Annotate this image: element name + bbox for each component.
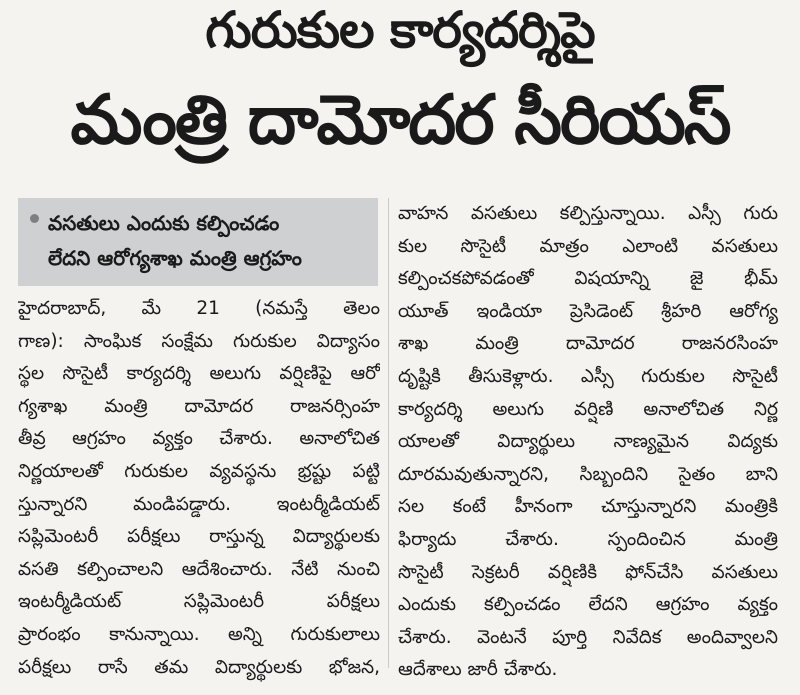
text-line: పరీక్షలు రాసే తమ విద్యార్థులకు భోజన,: [18, 656, 380, 678]
text-line: తీవ్ర ఆగ్రహం వ్యక్తం చేశారు. అనాలోచిత: [18, 428, 380, 450]
text-line: ఇంటర్మీడియట్ సప్లిమెంటరీ పరీక్షలు: [18, 591, 380, 613]
text-line: దూరమవుతున్నారని, సిబ్బందిని సైతం బాని: [398, 463, 778, 485]
text-line: ఫిర్యాదు చేశారు. స్పందించిన మంత్రి: [398, 528, 778, 550]
subdeck-line: వసతులు ఎందుకు కల్పించడం: [48, 211, 280, 235]
subdeck-box: [18, 198, 378, 286]
text-line: సల కంటే హీనంగా చూస్తున్నారని మంత్రికి: [398, 496, 778, 518]
column-divider: [388, 198, 389, 668]
text-line: శాఖ మంత్రి దామోదర రాజనరసింహ: [398, 333, 778, 355]
text-line: గాణ): సాంఘిక సంక్షేమ గురుకుల విద్యాసం: [18, 330, 380, 352]
text-line: చేశారు. వెంటనే పూర్తి నివేదిక అందివ్వాలని: [398, 626, 778, 648]
text-line: హైదరాబాద్, మే 21 (నమస్తే తెలం: [18, 298, 380, 319]
text-line: వాహన వసతులు కల్పిస్తున్నాయి. ఎస్సీ గురు: [398, 203, 778, 224]
text-line: గ్యశాఖ మంత్రి దామోదర రాజనర్సింహ: [18, 395, 380, 417]
bullet-icon: [30, 214, 39, 223]
subdeck-line: లేదని ఆరోగ్యశాఖ మంత్రి ఆగ్రహం: [48, 246, 302, 270]
article-column-left: [18, 293, 380, 684]
text-line: కల్పించకపోవడంతో విషయాన్ని జై భీమ్: [398, 268, 778, 290]
text-line: కుల సొసైటీ మాత్రం ఎలాంటి వసతులు: [398, 235, 778, 257]
text-line: నిర్ణయాలతో గురుకుల వ్యవస్థను భ్రష్టు పట్టి: [18, 460, 380, 482]
text-line: సప్లిమెంటరీ పరీక్షలు రాస్తున్న విద్యార్థులకు: [18, 526, 380, 548]
text-line: ఆదేశాలు జారీ చేశారు.: [398, 659, 558, 681]
text-line: ప్రారంభం కానున్నాయి. అన్ని గురుకులాలు: [18, 623, 380, 645]
text-line: దృష్టికి తీసుకెళ్లారు. ఎస్సీ గురుకుల సొసైటీ: [398, 365, 778, 387]
text-line: యూత్ ఇండియా ప్రెసిడెంట్ శ్రీహరి ఆరోగ్య: [398, 300, 778, 322]
text-line: స్తున్నారని మండిపడ్డారు. ఇంటర్మీడియట్: [18, 493, 380, 515]
headline-line-2: మంత్రి దామోదర సీరియస్: [70, 81, 730, 160]
headline-line-1: గురుకుల కార్యదర్శిపై: [205, 1, 595, 59]
text-line: యాలతో విద్యార్థులు నాణ్యమైన విద్యకు: [398, 431, 778, 453]
text-line: సొసైటీ సెక్రటరీ వర్షిణికి ఫోన్‌చేసి వసతులు: [398, 561, 778, 583]
text-line: కార్యదర్శి అలుగు వర్షిణి అనాలోచిత నిర్ణ: [398, 398, 778, 420]
text-line: వసతి కల్పించాలని ఆదేశించారు. నేటి నుంచి: [18, 558, 380, 580]
text-line: స్థల సొసైటీ కార్యదర్శి అలుగు వర్షిణిపై ఆరో: [18, 363, 380, 385]
text-line: ఎందుకు కల్పించడం లేదని ఆగ్రహం వ్యక్తం: [398, 594, 778, 616]
article-column-right: [398, 198, 778, 687]
